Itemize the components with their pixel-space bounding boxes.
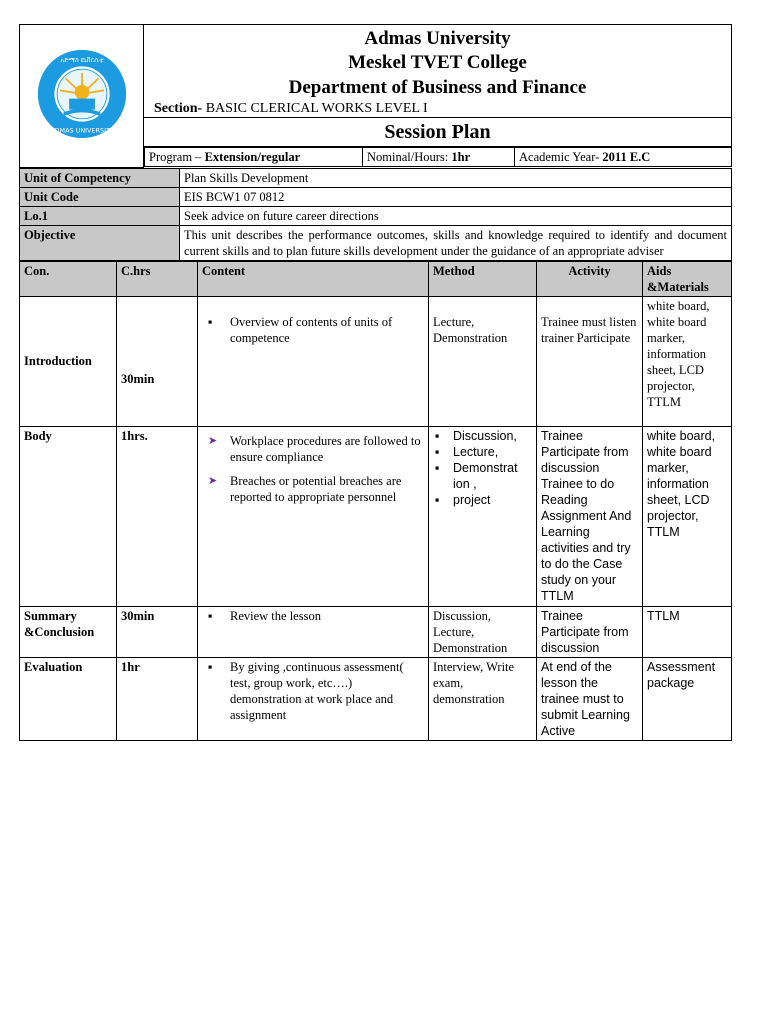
section-value: BASIC CLERICAL WORKS LEVEL I <box>202 101 428 116</box>
body-con: Body <box>20 426 117 606</box>
table-row <box>20 657 732 740</box>
summary-method: Discussion, Lecture, Demonstration <box>429 606 537 657</box>
year-label: Academic Year- <box>519 150 603 164</box>
logo-cell <box>20 25 144 168</box>
summary-activity: Trainee Participate from discussion <box>537 606 643 657</box>
hours-label: Nominal/Hours: <box>367 150 452 164</box>
intro-aids: white board, white board marker, information sheet, LCD projector, TTLM <box>643 296 732 426</box>
program-row-wrapper <box>144 147 732 168</box>
info-table <box>19 168 732 261</box>
lo-label: Lo.1 <box>20 206 180 225</box>
evaluation-activity: At end of the lesson the trainee must to submit Learning Active <box>537 657 643 740</box>
lo-value: Seek advice on future career directions <box>180 206 732 225</box>
year-value: 2011 E.C <box>602 150 651 164</box>
evaluation-chrs: 1hr <box>117 657 198 740</box>
section-label: Section- <box>154 101 203 116</box>
year-cell <box>515 148 732 167</box>
university-name: Admas University <box>364 28 511 49</box>
bullet-icon <box>435 428 439 444</box>
bullet-icon <box>435 460 439 476</box>
list-item: ▪ Overview of contents of units of competence <box>202 314 424 346</box>
body-method <box>429 426 537 606</box>
col-content: Content <box>198 261 429 296</box>
col-method: Method <box>429 261 537 296</box>
summary-content <box>198 606 429 657</box>
body-chrs: 1hrs. <box>117 426 198 606</box>
summary-chrs: 30min <box>117 606 198 657</box>
summary-aids: TTLM <box>643 606 732 657</box>
list-item: ▪ Lecture, <box>433 444 532 460</box>
session-plan-title: Session Plan <box>144 118 732 147</box>
plan-header-row <box>20 261 732 296</box>
evaluation-method: Interview, Write exam, demonstration <box>429 657 537 740</box>
hours-value: 1hr <box>451 150 471 164</box>
program-table <box>144 147 732 167</box>
evaluation-content <box>198 657 429 740</box>
list-item: ➤ Breaches or potential breaches are reported to appropriate personnel <box>208 473 402 504</box>
program-cell <box>145 148 363 167</box>
body-content <box>198 426 429 606</box>
col-con: Con. <box>20 261 117 296</box>
svg-text:ADMAS UNIVERSITY: ADMAS UNIVERSITY <box>49 126 114 135</box>
objective-value: This unit describes the performance outcomes, skills and knowledge required to identify and document current skills and to plan future skills development under the guidance of an appropriate adviser <box>180 225 732 260</box>
bullet-icon <box>435 492 439 508</box>
plan-table <box>19 261 732 741</box>
intro-activity: Trainee must listen trainer Participate <box>537 296 643 426</box>
summary-con: Summary &Conclusion <box>20 606 117 657</box>
list-item: ▪ Discussion, <box>433 428 532 444</box>
objective-label: Objective <box>20 225 180 260</box>
body-aids: white board, white board marker, information sheet, LCD projector, TTLM <box>643 426 732 606</box>
bullet-icon <box>208 608 212 624</box>
evaluation-aids: Assessment package <box>643 657 732 740</box>
session-plan-document <box>19 24 732 741</box>
section-line <box>148 101 727 117</box>
list-item: ▪ Review the lesson <box>202 608 424 624</box>
body-activity: Trainee Participate from discussion Trainee to do Reading Assignment And Learning activities and try to do the Case study on your TTLM <box>537 426 643 606</box>
intro-method: Lecture, Demonstration <box>429 296 537 426</box>
program-value: Extension/regular <box>204 150 301 164</box>
svg-text:አድማስ ዩኒቨርሲቲ: አድማስ ዩኒቨርሲቲ <box>59 55 104 64</box>
arrow-bullet-icon: ➤ <box>208 474 218 487</box>
bullet-icon <box>208 659 212 675</box>
intro-chrs: 30min <box>117 296 198 426</box>
list-item: ▪ project <box>433 492 532 508</box>
arrow-bullet-icon: ➤ <box>208 434 218 447</box>
intro-con: Introduction <box>20 296 117 426</box>
col-activity: Activity <box>537 261 643 296</box>
unit-code-label: Unit Code <box>20 187 180 206</box>
unit-of-competency-value: Plan Skills Development <box>180 168 732 187</box>
unit-of-competency-label: Unit of Competency <box>20 168 180 187</box>
unit-code-value: EIS BCW1 07 0812 <box>180 187 732 206</box>
university-logo-icon <box>36 48 128 140</box>
department-name: Department of Business and Finance <box>288 77 587 98</box>
bullet-icon <box>435 444 439 460</box>
bullet-icon <box>208 314 212 330</box>
col-chrs: C.hrs <box>117 261 198 296</box>
table-row <box>20 426 732 606</box>
list-item: ▪ By giving ,continuous assessment( test, group work, etc….) demonstration at work place and assignment <box>202 659 424 723</box>
hours-cell <box>363 148 515 167</box>
table-row <box>20 606 732 657</box>
intro-content <box>198 296 429 426</box>
evaluation-con: Evaluation <box>20 657 117 740</box>
list-item: ➤ Workplace procedures are followed to ensure compliance <box>208 433 421 464</box>
header-table <box>19 24 732 168</box>
program-label: Program – <box>149 150 205 164</box>
col-aids: Aids &Materials <box>643 261 732 296</box>
list-item: ▪ Demonstrat ion , <box>433 460 532 492</box>
header-titles <box>144 25 732 118</box>
college-name: Meskel TVET College <box>348 52 527 73</box>
table-row <box>20 296 732 426</box>
